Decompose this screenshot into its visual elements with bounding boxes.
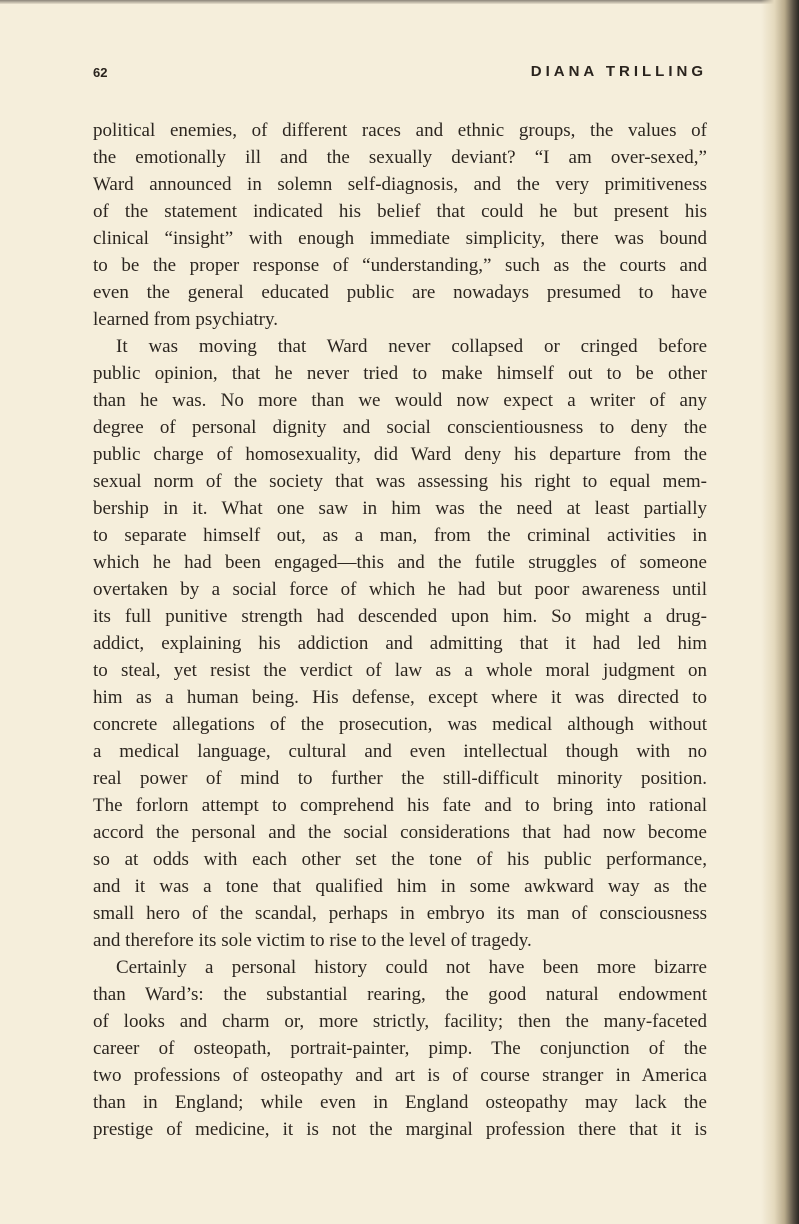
text-line: accord the personal and the social considerations that had now become — [93, 822, 707, 843]
text-line: and therefore its sole victim to rise to the level of tragedy. — [93, 930, 532, 951]
text-line: prestige of medicine, it is not the marginal profession there that it is — [93, 1119, 707, 1140]
text-line: The forlorn attempt to comprehend his fate and to bring into rational — [93, 795, 707, 816]
text-line: clinical “insight” with enough immediate simplicity, there was bound — [93, 228, 707, 249]
text-line: political enemies, of different races and ethnic groups, the values of — [93, 120, 707, 141]
text-line: its full punitive strength had descended upon him. So might a drug- — [93, 606, 707, 627]
text-line: real power of mind to further the still-difficult minority position. — [93, 768, 707, 789]
page-top-edge — [0, 0, 799, 4]
text-line: of looks and charm or, more strictly, facility; then the many-faceted — [93, 1011, 707, 1032]
text-line: overtaken by a social force of which he had but poor awareness until — [93, 579, 707, 600]
running-head: DIANA TRILLING — [530, 63, 707, 80]
text-line: even the general educated public are nowadays presumed to have — [93, 282, 707, 303]
text-line: than Ward’s: the substantial rearing, the good natural endowment — [93, 984, 707, 1005]
text-line: to steal, yet resist the verdict of law as a whole moral judgment on — [93, 660, 707, 681]
text-line: degree of personal dignity and social conscientiousness to deny the — [93, 417, 707, 438]
text-line: two professions of osteopathy and art is of course stranger in America — [93, 1065, 707, 1086]
paragraph — [93, 117, 707, 333]
paragraph — [93, 954, 707, 1143]
text-line: which he had been engaged—this and the futile struggles of someone — [93, 552, 707, 573]
text-line: bership in it. What one saw in him was the need at least partially — [93, 498, 707, 519]
text-line: the emotionally ill and the sexually deviant? “I am over-sexed,” — [93, 147, 707, 168]
text-line: career of osteopath, portrait-painter, pimp. The conjunction of the — [93, 1038, 707, 1059]
text-line: to separate himself out, as a man, from the criminal activities in — [93, 525, 707, 546]
text-line: than in England; while even in England osteopathy may lack the — [93, 1092, 707, 1113]
body-text — [93, 117, 707, 1143]
text-line: public opinion, that he never tried to make himself out to be other — [93, 363, 707, 384]
text-line: It was moving that Ward never collapsed or cringed before — [116, 336, 707, 357]
page-number: 62 — [93, 65, 108, 80]
text-line: concrete allegations of the prosecution, was medical although without — [93, 714, 707, 735]
text-line: small hero of the scandal, perhaps in embryo its man of consciousness — [93, 903, 707, 924]
text-line: and it was a tone that qualified him in some awkward way as the — [93, 876, 707, 897]
text-line: to be the proper response of “understanding,” such as the courts and — [93, 255, 707, 276]
text-line: sexual norm of the society that was assessing his right to equal mem- — [93, 471, 707, 492]
page-header — [93, 63, 707, 87]
text-line: so at odds with each other set the tone of his public performance, — [93, 849, 707, 870]
text-line: addict, explaining his addiction and admitting that it had led him — [93, 633, 707, 654]
text-line: him as a human being. His defense, except where it was directed to — [93, 687, 707, 708]
text-line: Certainly a personal history could not have been more bizarre — [116, 957, 707, 978]
text-line: learned from psychiatry. — [93, 309, 278, 330]
text-line: public charge of homosexuality, did Ward deny his departure from the — [93, 444, 707, 465]
text-line: a medical language, cultural and even intellectual though with no — [93, 741, 707, 762]
text-line: Ward announced in solemn self-diagnosis, and the very primitiveness — [93, 174, 707, 195]
text-line: than he was. No more than we would now expect a writer of any — [93, 390, 707, 411]
paragraph — [93, 333, 707, 954]
text-line: of the statement indicated his belief that could he but present his — [93, 201, 707, 222]
book-gutter-shadow — [761, 0, 799, 1224]
